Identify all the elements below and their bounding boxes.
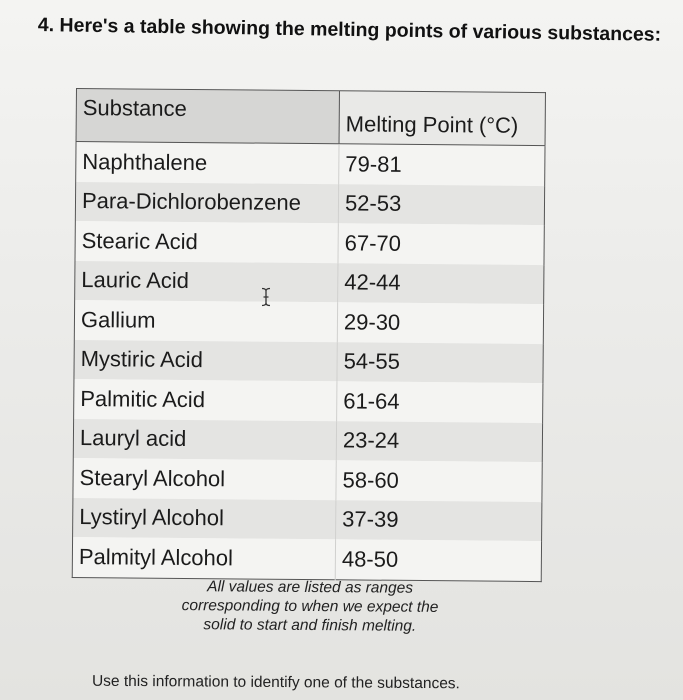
table-caption [150, 577, 470, 636]
instruction-text: Use this information to identify one of the substances. [91, 672, 460, 693]
melting-point-cell: 54-55 [337, 342, 543, 383]
substance-cell: Lystiryl Alcohol [73, 497, 336, 539]
substance-cell: Naphthalene [76, 142, 339, 184]
melting-point-table-container [72, 88, 554, 582]
table-row [75, 182, 544, 226]
melting-point-table [72, 88, 546, 582]
substance-cell: Palmityl Alcohol [72, 537, 335, 579]
table-row [73, 418, 542, 462]
table-row [73, 458, 542, 502]
table-row [74, 339, 543, 383]
melting-point-cell: 67-70 [338, 223, 544, 264]
table-row [73, 497, 542, 541]
table-row [74, 300, 543, 344]
header-melting-point: Melting Point (°C) [339, 91, 545, 146]
text-cursor-icon [259, 287, 273, 307]
melting-point-cell: 48-50 [335, 539, 541, 581]
substance-cell: Lauryl acid [73, 418, 336, 460]
melting-point-cell: 58-60 [336, 460, 542, 501]
substance-cell: Stearic Acid [75, 221, 338, 263]
melting-point-cell: 23-24 [336, 421, 542, 462]
substance-cell: Palmitic Acid [74, 379, 337, 421]
table-row [76, 142, 545, 186]
table-row [72, 537, 541, 581]
caption-line-2: corresponding to when we expect the [181, 597, 439, 616]
table-header-row [76, 89, 545, 146]
substance-cell: Lauric Acid [75, 260, 338, 302]
substance-cell: Stearyl Alcohol [73, 458, 336, 500]
caption-line-1: All values are listed as ranges [207, 578, 414, 597]
melting-point-cell: 29-30 [337, 302, 543, 343]
melting-point-cell: 37-39 [336, 500, 542, 541]
header-substance: Substance [82, 95, 187, 121]
melting-point-cell: 61-64 [337, 381, 543, 422]
question-text: 4. Here's a table showing the melting points of various substances: [37, 14, 662, 46]
substance-cell: Para-Dichlorobenzene [75, 182, 338, 224]
table-row [74, 379, 543, 423]
caption-line-3: solid to start and finish melting. [203, 616, 417, 635]
table-row [75, 260, 544, 304]
substance-cell: Gallium [74, 300, 337, 342]
substance-cell: Mystiric Acid [74, 339, 337, 381]
melting-point-cell: 52-53 [338, 184, 544, 225]
melting-point-cell: 79-81 [339, 144, 545, 186]
table-row [75, 221, 544, 265]
melting-point-cell: 42-44 [338, 263, 544, 304]
